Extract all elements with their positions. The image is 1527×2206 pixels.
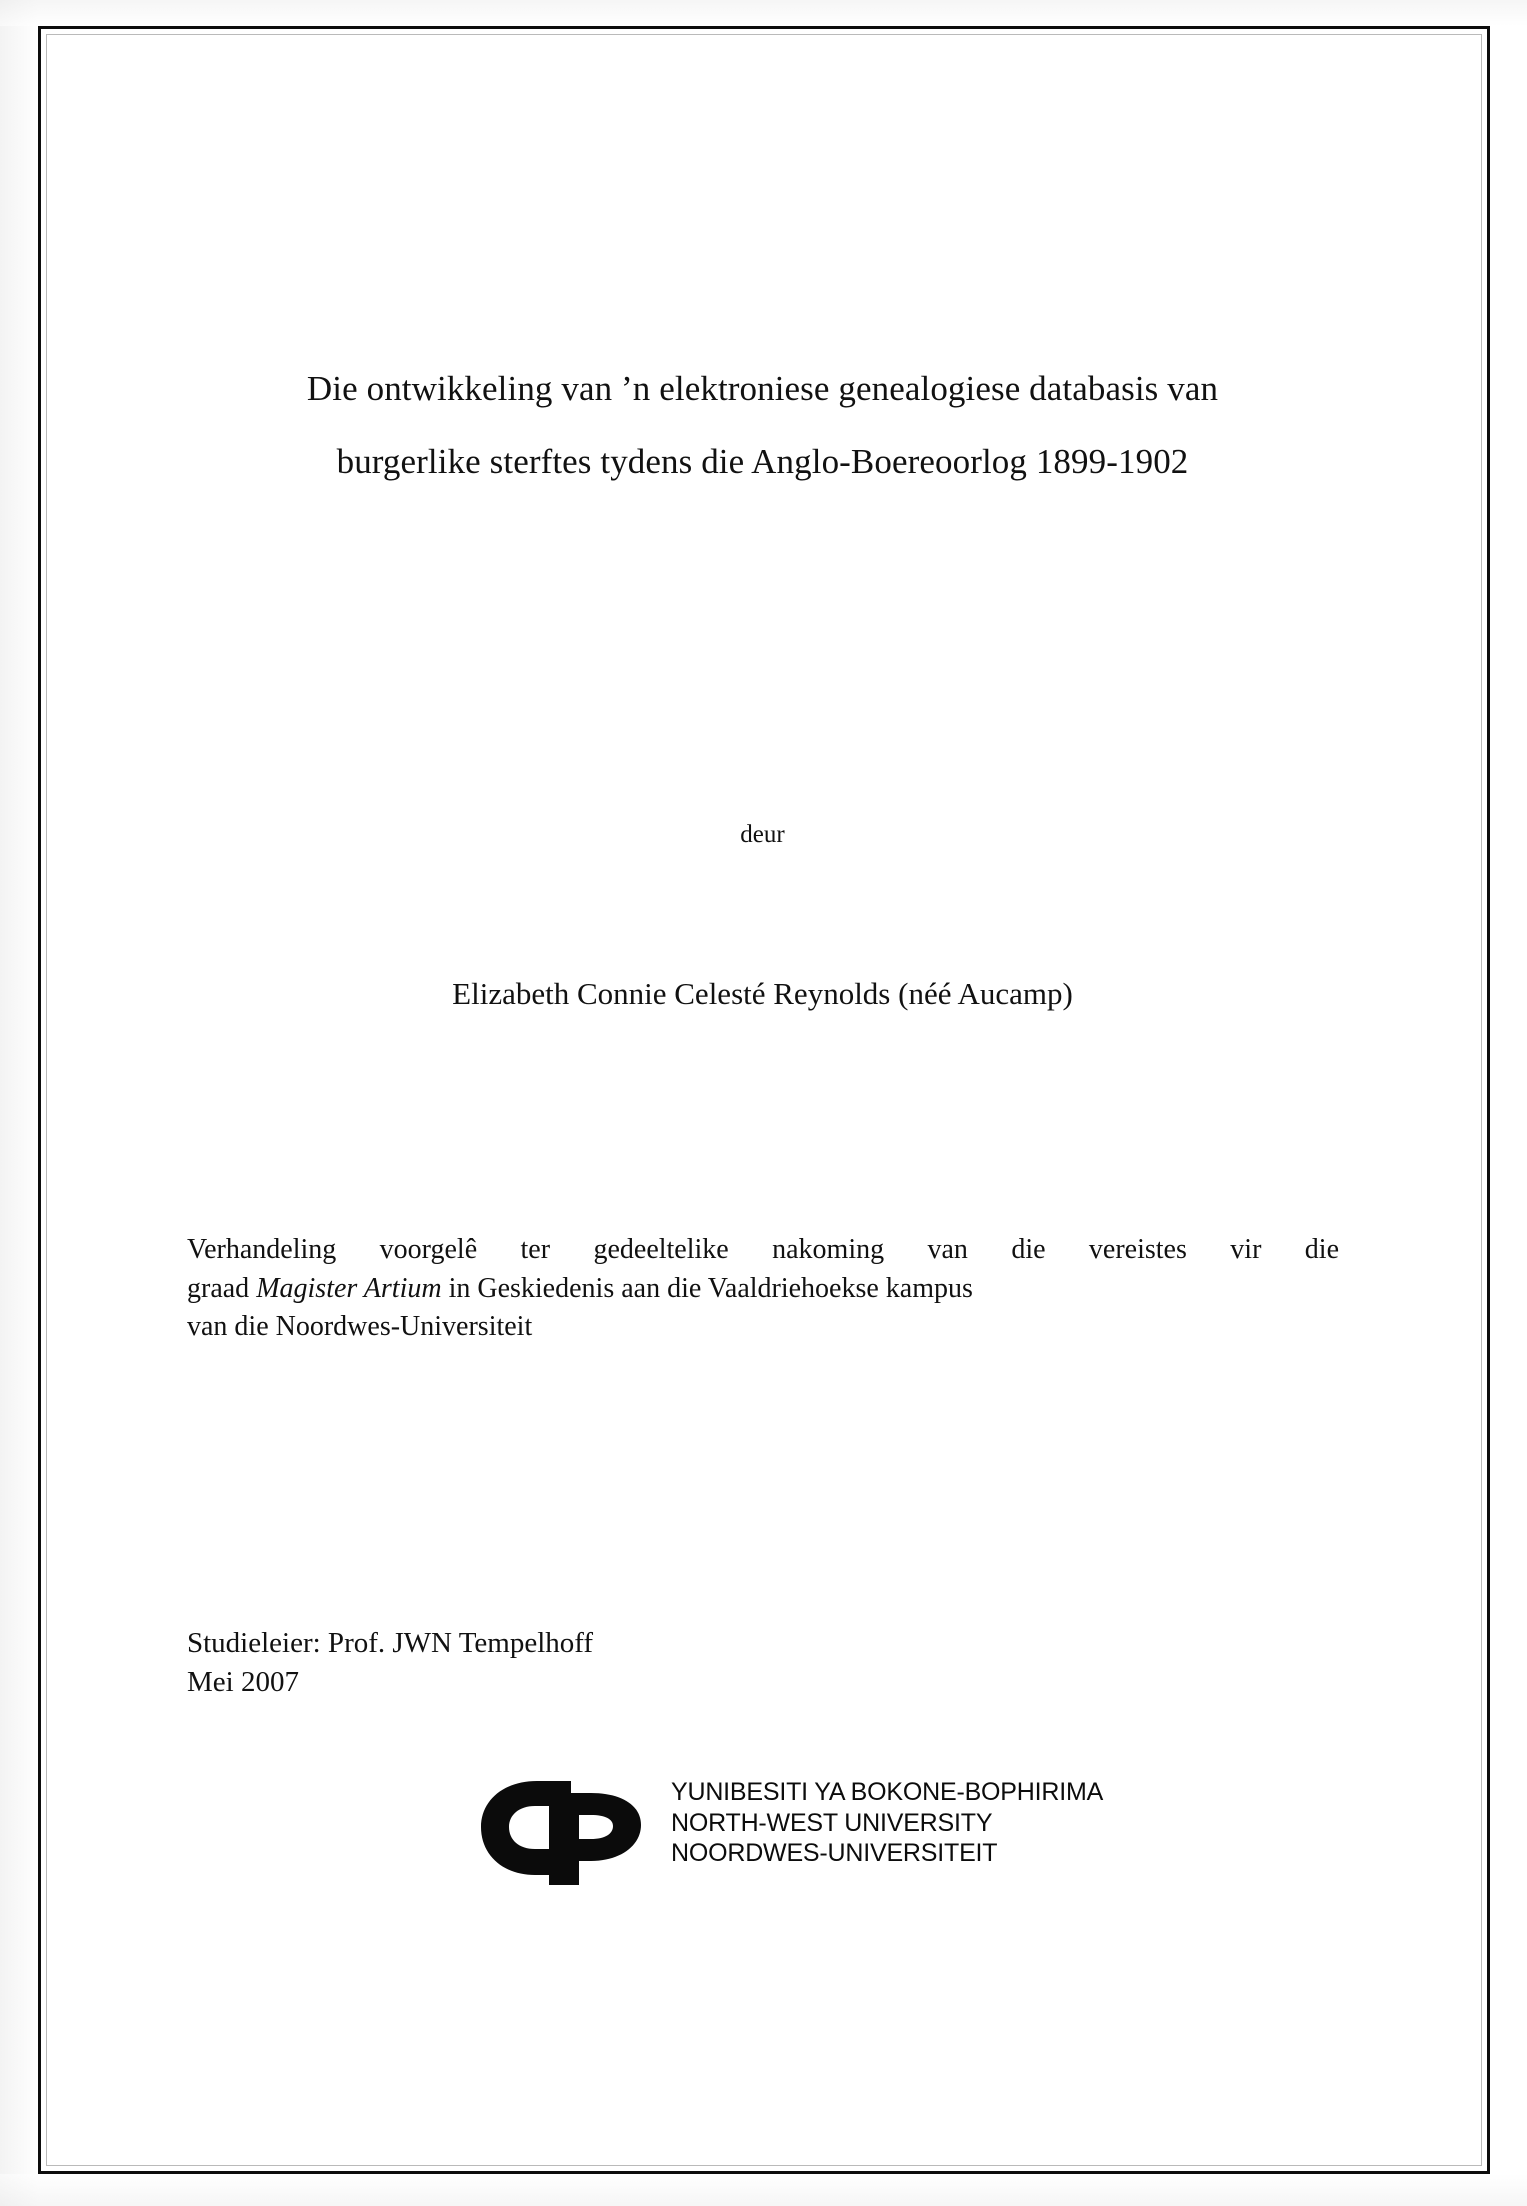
supervisor-block (187, 1624, 1087, 1701)
page-title (185, 371, 1340, 479)
scan-edge-shadow-bottom (0, 2174, 1527, 2206)
degree-statement-line-2-prefix: graad (187, 1272, 257, 1304)
degree-name-italic: Magister Artium (256, 1272, 442, 1304)
degree-statement (187, 1231, 1339, 1347)
degree-statement-line-1: Verhandeling voorgelê ter gedeeltelike nakoming van die vereistes vir die (187, 1234, 1339, 1265)
title-line-2: burgerlike sterftes tydens die Anglo-Boereoorlog 1899-1902 (336, 442, 1189, 481)
scan-edge-shadow-top (0, 0, 1527, 26)
supervisor-name: Studieleier: Prof. JWN Tempelhoff (187, 1627, 594, 1659)
university-logo-text (671, 1777, 1103, 1869)
degree-statement-line-2-suffix: in Geskiedenis aan die Vaaldriehoekse kampus (441, 1272, 973, 1304)
university-logo-block (475, 1771, 1175, 1901)
logo-text-line-3: NOORDWES-UNIVERSITEIT (671, 1839, 998, 1867)
logo-text-line-1: YUNIBESITI YA BOKONE-BOPHIRIMA (671, 1778, 1104, 1806)
submission-date: Mei 2007 (187, 1665, 299, 1698)
scan-edge-shadow-left (0, 0, 38, 2206)
author-label: deur (740, 821, 785, 848)
north-west-university-logo-icon (475, 1775, 660, 1885)
logo-text-line-2: NORTH-WEST UNIVERSITY (671, 1808, 993, 1837)
degree-statement-line-3: van die Noordwes-Universiteit (187, 1311, 533, 1343)
title-line-1: Die ontwikkeling van ’n elektroniese genealogiese databasis van (306, 369, 1219, 408)
title-page-content (185, 26, 1340, 2174)
author-name: Elizabeth Connie Celesté Reynolds (néé Aucamp) (452, 976, 1073, 1011)
degree-statement-line-2 (187, 1270, 1339, 1309)
